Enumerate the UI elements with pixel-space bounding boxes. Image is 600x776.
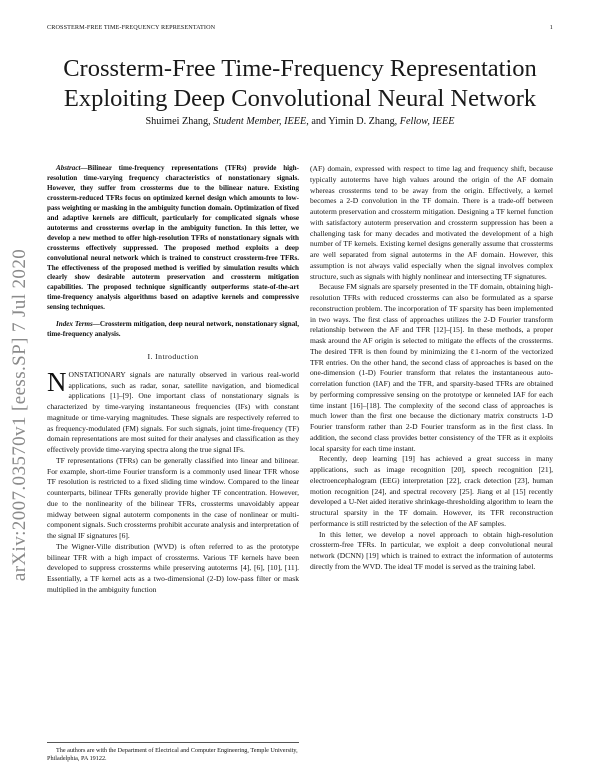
- section-heading: I. Introduction: [147, 352, 199, 362]
- author-line: [40, 116, 560, 127]
- left-column: [47, 164, 299, 596]
- author-2-role: Fellow, IEEE: [399, 116, 455, 127]
- index-terms-lead: Index Terms: [56, 320, 93, 329]
- intro-paragraph-4: (AF) domain, expressed with respect to time lag and frequency shift, because typically autoterms have high values around the origin of the AF domain whereas crossterms tend to be away from the origin. Effectively, a kernel becomes a 2-D convolution in the TF domain. There is a trade-off between autoterm preservation and crossterm mitigation. Designing a TF kernel function with satisfactory autoterm preservation and crossterm suppression has been a challenging task for many decades and motivated the development of a high number of TF kernels. Existing kernel designs generally assume that crossterms are well separated from signal autoterms in the AF domain. However, this assumption is not always valid especially when the signal involves complex structure, such as signals with highly nonlinear and intersecting TF signatures.: [310, 164, 553, 281]
- running-title: CROSSTERM-FREE TIME-FREQUENCY REPRESENTATION: [47, 24, 216, 31]
- author-conjunction: , and Yimin D. Zhang,: [306, 116, 400, 127]
- author-1-name: Shuimei Zhang,: [145, 116, 214, 127]
- index-terms-text: —Crossterm mitigation, deep neural network, nonstationary signal, time-frequency analysis.: [47, 320, 299, 339]
- arxiv-stamp: [6, 220, 34, 610]
- page-number: 1: [549, 24, 553, 31]
- intro-paragraph-3: The Wigner-Ville distribution (WVD) is often referred to as the prototype bilinear TFR with a high impact of crossterms. Various TF kernels have been developed to suppress crossterms while preserving autoterms [4], [6], [10], [11]. Essentially, a TF kernel acts as a two-dimensional (2-D) low-pass filter or mask multiplied in the ambiguity function: [47, 541, 299, 594]
- intro-paragraph-5: Because FM signals are sparsely presented in the TF domain, obtaining high-resolution TFRs with reduced crossterms can also be formulated as a sparse reconstruction problem. The incorporation of TF sparsity has been implemented in two ways. The first class of approaches utilizes the 2-D Fourier transform relationship between the AF and TFR [12]–[15]. In these methods, a proper mask around the AF origin is selected to mitigate the effects of the crossterms. The desired TFR is then found by minimizing the ℓ1-norm of the vectorized TFR entries. On the other hand, the second class of approaches is based on the one-dimension (1-D) Fourier transform that relates the instantaneous auto-correlation function (IAF) and the TFR, and sparsity-based TFRs are obtained by performing compressive sensing on the prototype or kenneled IAF for each time instant [16]–[18]. The complexity of the second class of approaches is much lower than the first one because the dictionary matrix constructs 1-D Fourier transform rather than 2-D Fourier transform as in the first class. In addition, the second class provides better consistency of the TFR as it exploits local sparsity for each time instant.: [310, 282, 553, 453]
- intro-paragraph-6: Recently, deep learning [19] has achieved a great success in many applications, such as image recognition [20], speech recognition [21], electroencephalogram (EEG) interpretation [22], crack detection [23], human motion recognition [24], and spectral recovery [25]. Jiang et al [15] recently developed a U-Net aided iterative shrinkage-thresholding algorithm to learn the structural sparsity in the TF domain. However, its TFR reconstruction performance is still restricted by the selection of the AF samples.: [310, 454, 553, 528]
- intro-paragraph-1: [47, 366, 299, 456]
- title-line-1: Crossterm-Free Time-Frequency Representation: [63, 55, 537, 82]
- abstract: [47, 164, 299, 313]
- running-header: [47, 24, 553, 36]
- intro-paragraph-2: TF representations (TFRs) can be generally classified into linear and bilinear. For example, short-time Fourier transform is a commonly used linear TFR whose TF resolution is restricted to a fixed sliding time window. Compared to the linear counterparts, bilinear TFRs generally provide higher TF concentration. However, due to the nonlinearity of the bilinear TFRs, crossterms unavoidably appear midway between signal autoterm components in the case of nonlinear or multi-component signals. Such crossterms prohibit accurate analysis and interpretation of the signal IF signatures [6].: [47, 455, 299, 541]
- footnote-text: The authors are with the Department of Electrical and Computer Engineering, Temple University, Philadelphia, PA 19122.: [47, 747, 298, 762]
- paper-title: [40, 54, 560, 114]
- intro-paragraph-1-text: ONSTATIONARY signals are naturally observed in various real-world applications, such as radar, sonar, satellite navigation, and biomedical applications [1]–[9]. One important class of nonstationary signals is characterized by time-varying instantaneous frequencies (IFs) with constant magnitude or time-varying magnitudes. These signals are respectively referred to as frequency-modulated (FM) signals. For such signals, joint time-frequency (TF) domain representations are most suited for their analyses and classification as they effectively provide time-varying spectra along the true signal IFs.: [47, 369, 299, 455]
- footnote: [47, 742, 299, 763]
- abstract-text: —Bilinear time-frequency representations (TFRs) provide high-resolution time-varying frequency characteristics of nonstationary signals. However, they suffer from crossterms due to the bilinear nature. Existing crossterm-reduced TFRs focus on optimized kernel design which amounts to low-pass weighting or masking in the ambiguity function domain. Optimization of fixed and adaptive kernels are difficult, particularly for complicated signals whose autoterms and crossterms overlap in the ambiguity function. In this letter, we develop a new method to offer high-resolution TFRs of nonstationary signals with crossterms effectively suppressed. The proposed method exploits a deep convolutional neural network which is trained to construct crossterm-free TFRs. The effectiveness of the proposed method is verified by simulation results which clearly show desirable autoterm preservation and crossterm mitigation capabilities. The proposed technique significantly outperforms state-of-the-art time-frequency analysis algorithms based on adaptive kernels and compressive sensing techniques.: [47, 164, 299, 312]
- drop-cap: N: [47, 366, 67, 397]
- right-column: [310, 164, 553, 573]
- title-line-2: Exploiting Deep Convolutional Neural Network: [63, 85, 537, 112]
- abstract-lead: Abstract: [56, 164, 81, 172]
- author-1-role: Student Member, IEEE: [213, 116, 307, 127]
- intro-paragraph-7: In this letter, we develop a novel approach to obtain high-resolution crossterm-free TFRs. In particular, we exploit a deep convolutional neural network (DCNN) [19] which is trained to extract the information of autoterms directly from the WVD. The ideal TF model is served as the training label.: [310, 529, 553, 571]
- index-terms: [47, 320, 299, 340]
- arxiv-stamp-text: arXiv:2007.03570v1 [eess.SP] 7 Jul 2020: [9, 248, 30, 582]
